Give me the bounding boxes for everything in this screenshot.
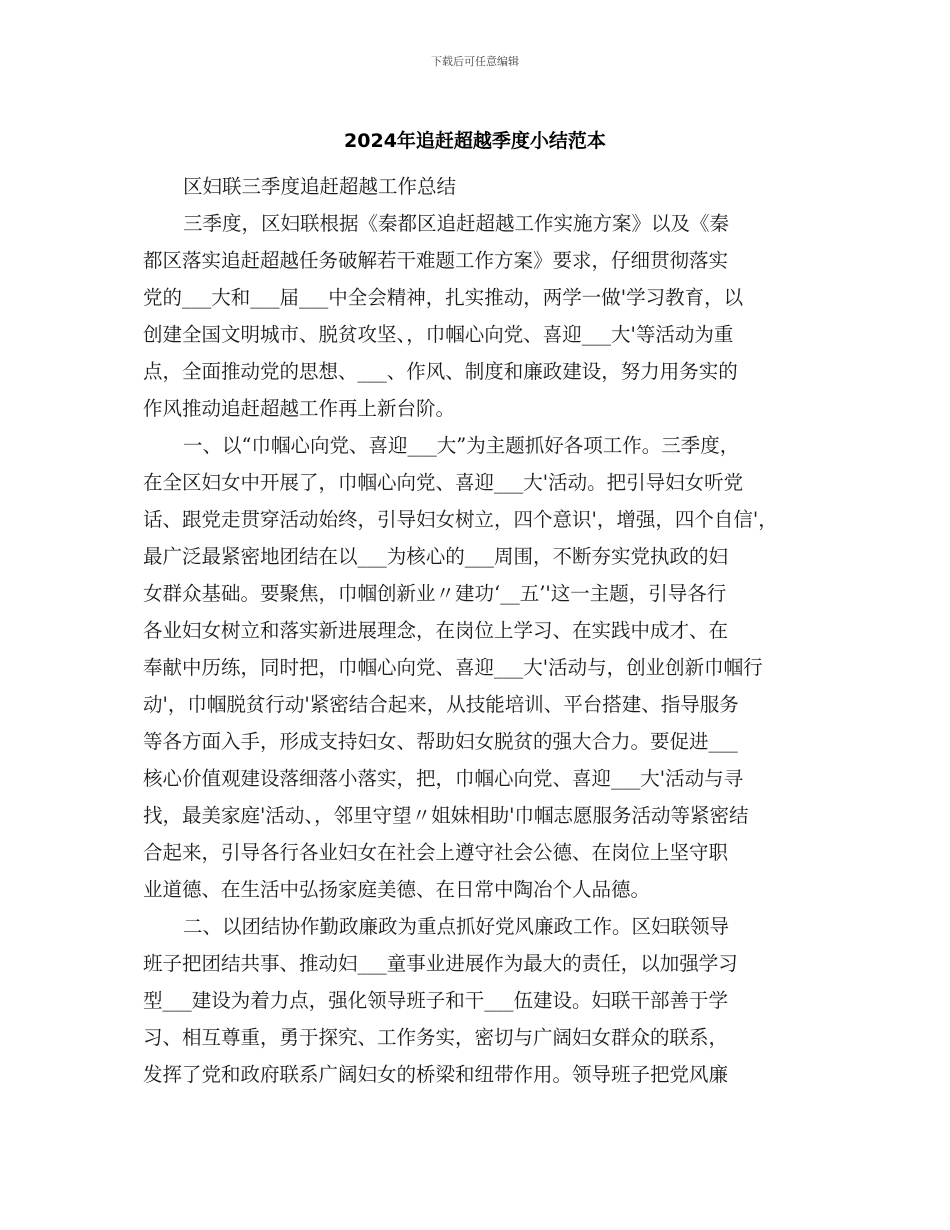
body-text-line: 作风推动追赶超越工作再上新台阶。: [143, 397, 456, 420]
body-text-line: 习、相互尊重，勇于探究、工作务实，密切与广阔妇女群众的联系，: [143, 1026, 729, 1049]
body-text-line: 找，最美家庭'活动、，邻里守望〃姐妹相助'巾帼志愿服务活动等紧密结: [143, 804, 749, 827]
body-text-line: 各业妇女树立和落实新进展理念，在岗位上学习、在实践中成才、在: [143, 619, 729, 642]
body-text-line: 创建全国文明城市、脱贫攻坚、，巾帼心向党、喜迎___大'等活动为重: [143, 323, 734, 346]
body-text-line: 三季度，区妇联根据《秦都区追赶超越工作实施方案》以及《秦: [183, 212, 730, 235]
body-text-line: 发挥了党和政府联系广阔妇女的桥梁和纽带作用。领导班子把党风廉: [143, 1063, 729, 1086]
body-text-line: 点，全面推动党的思想、___、作风、制度和廉政建设，努力用务实的: [143, 360, 738, 383]
body-text-line: 在全区妇女中开展了，巾帼心向党、喜迎___大'活动。把引导妇女听党: [143, 471, 744, 494]
body-text-line: 话、跟党走贯穿活动始终，引导妇女树立，四个意识'，增强，四个自信'，: [143, 508, 778, 531]
body-text-line: 二、以团结协作勤政廉政为重点抓好党风廉政工作。区妇联领导: [183, 915, 730, 938]
body-text-line: 班子把团结共事、推动妇___童事业进展作为最大的责任，以加强学习: [143, 952, 738, 975]
document-body: [143, 171, 813, 1090]
body-text-line: 党的___大和___届___中全会精神，扎实推动，两学一做'学习教育，以: [143, 286, 744, 309]
body-text-line: 都区落实追赶超越任务破解若干难题工作方案》要求，仔细贯彻落实: [143, 249, 729, 272]
body-text-line: 核心价值观建设落细落小落实，把，巾帼心向党、喜迎___大'活动与寻: [143, 767, 744, 790]
body-text-line: 区妇联三季度追赶超越工作总结: [183, 175, 457, 198]
page-header-note: 下载后可任意编辑: [431, 55, 519, 68]
body-text-line: 等各方面入手，形成支持妇女、帮助妇女脱贫的强大合力。要促进___: [143, 730, 738, 753]
body-text-line: 业道德、在生活中弘扬家庭美德、在日常中陶冶个人品德。: [143, 878, 651, 901]
body-text-line: 型___建设为着力点，强化领导班子和干___伍建设。妇联干部善于学: [143, 989, 729, 1012]
document-title: 2024年追赶超越季度小结范本: [344, 130, 606, 152]
body-text-line: 女群众基础。要聚焦，巾帼创新业〃建功‘__五’'这一主题，引导各行: [143, 582, 727, 605]
body-text-line: 最广泛最紧密地团结在以___为核心的___周围，不断夯实党执政的妇: [143, 545, 729, 568]
body-text-line: 合起来，引导各行各业妇女在社会上遵守社会公德、在岗位上坚守职: [143, 841, 729, 864]
body-text-line: 奉献中历练，同时把，巾帼心向党、喜迎___大'活动与，创业创新巾帼行: [143, 656, 763, 679]
body-text-line: 动'，巾帼脱贫行动'紧密结合起来，从技能培训、平台搭建、指导服务: [143, 693, 739, 716]
body-text-line: 一、以“巾帼心向党、喜迎___大”为主题抓好各项工作。三季度，: [183, 434, 740, 457]
